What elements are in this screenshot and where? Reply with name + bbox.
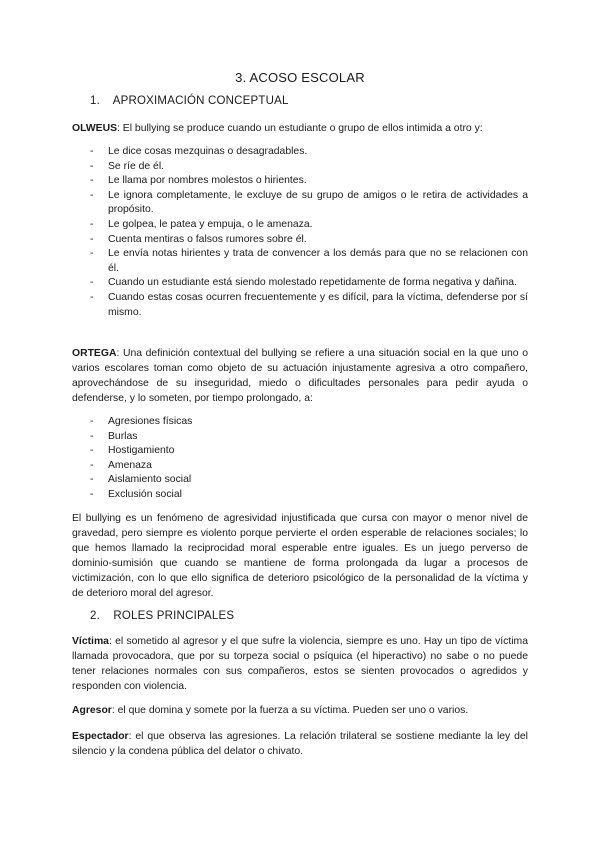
role-text: : el que observa las agresiones. La relación trilateral se sostiene mediante la ley del silencio y la condena pública del delator o chivato. — [72, 731, 528, 757]
role-victima — [72, 634, 528, 694]
section-title: ROLES PRINCIPALES — [113, 610, 235, 622]
section-heading-aproximacion — [90, 95, 289, 107]
list-item: - Burlas — [90, 430, 138, 442]
role-label: Espectador — [72, 731, 129, 742]
list-item: - Agresiones físicas — [90, 416, 193, 427]
list-item: - Exclusión social — [90, 488, 182, 500]
list-item: - Cuando un estudiante está siendo molestado repetidamente de forma negativa y dañina. — [90, 277, 517, 289]
list-item: - Le dice cosas mezquinas o desagradables. — [90, 146, 308, 157]
section-title: APROXIMACIÓN CONCEPTUAL — [112, 95, 289, 107]
role-agresor — [72, 703, 528, 718]
ortega-list — [90, 415, 528, 503]
author-label-olweus: OLWEUS — [72, 123, 118, 134]
section-heading-roles — [90, 610, 234, 622]
list-item: - Le envía notas hirientes y trata de convencer a los demás para que no se relacionen con él. — [90, 248, 528, 274]
list-item: - Hostigamiento — [90, 445, 175, 457]
section-number: 2. — [90, 610, 100, 622]
list-item: - Cuenta mentiras o falsos rumores sobre él. — [90, 233, 307, 245]
list-item: - Aislamiento social — [90, 474, 192, 486]
olweus-list — [90, 145, 528, 320]
role-text: : el que domina y somete por la fuerza a su víctima. Pueden ser uno o varios. — [111, 705, 469, 716]
role-text: : el sometido al agresor y el que sufre la violencia, siempre es uno. Hay un tipo de víctima llamada provocadora, que por su torpeza social o psíquica (el hiperactivo) no sabe o no puede tener relaciones normales con sus compañeros, estos se sienten provocados o agredidos y responden con violencia. — [72, 636, 528, 692]
list-item: - Le ignora completamente, le excluye de su grupo de amigos o le retira de actividades a propósito. — [90, 189, 528, 216]
list-item: - Le golpea, le patea y empuja, o le amenaza. — [90, 218, 313, 230]
section-number: 1. — [90, 95, 100, 107]
olweus-text: : El bullying se produce cuando un estudiante o grupo de ellos intimida a otro y: — [117, 123, 483, 134]
list-item: - Cuando estas cosas ocurren frecuentemente y es difícil, para la víctima, defenderse por sí mismo. — [90, 291, 528, 318]
author-label-ortega: ORTEGA — [72, 348, 117, 359]
bullying-paragraph: El bullying es un fenómeno de agresividad injustificada que cursa con mayor o menor nivel de gravedad, pero siempre es violento porque pervierte el orden esperable de relaciones sociales; lo que hemos llamado la reciprocidad moral esperable entre iguales. Es un juego perverso de dominio-sumisión que cuando se mantiene de forma prolongada da lugar a procesos de victimización, con lo que ello significa de deterioro psicológico de la personalidad de la víctima y de deterioro moral del agresor. — [72, 513, 528, 599]
olweus-definition — [72, 121, 528, 136]
role-label: Víctima — [72, 636, 109, 647]
role-label: Agresor — [72, 705, 112, 716]
role-espectador — [72, 729, 528, 759]
ortega-definition — [72, 346, 528, 406]
list-item: - Amenaza — [90, 459, 152, 471]
document-title: 3. ACOSO ESCOLAR — [235, 70, 365, 85]
list-item: - Le llama por nombres molestos o hirientes. — [90, 175, 307, 187]
ortega-text: : Una definición contextual del bullying se refiere a una situación social en la que uno o varios escolares toman como objeto de su actuación injustamente agresiva a otro compañero, aprovechándose de su inseguridad, miedo o dificultades personales para pedir ayuda o defenderse, y lo someten, por tiempo prolongado, a: — [72, 348, 528, 404]
list-item: - Se ríe de él. — [90, 160, 165, 172]
